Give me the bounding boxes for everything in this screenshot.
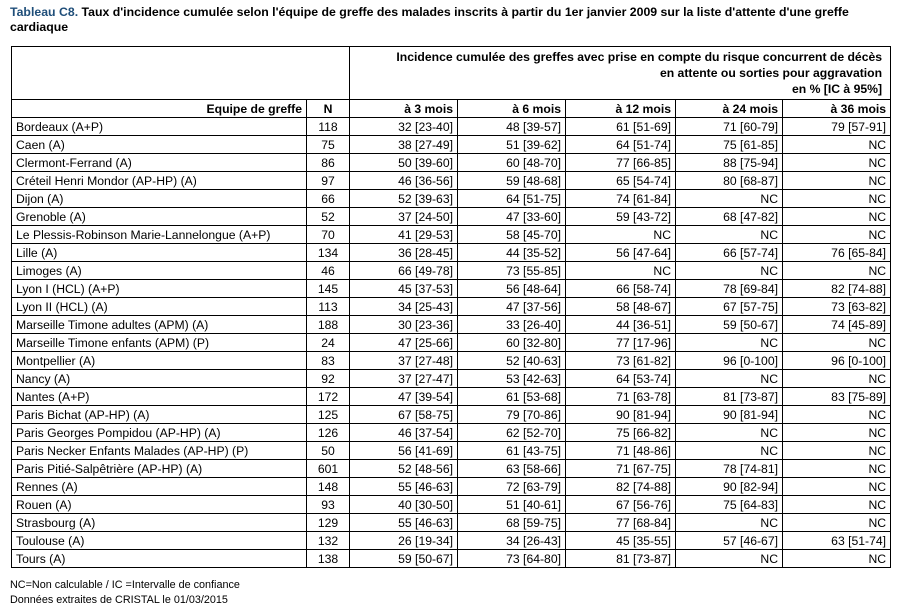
cell-36m: NC <box>783 154 891 172</box>
cell-6m: 68 [59-75] <box>458 514 566 532</box>
column-header-n: N <box>307 100 350 118</box>
cell-36m: NC <box>783 226 891 244</box>
cell-12m: 44 [36-51] <box>566 316 676 334</box>
table-row <box>12 334 891 352</box>
cell-3m: 37 [27-47] <box>350 370 458 388</box>
table-row <box>12 460 891 478</box>
group-header-line: en attente ou sorties pour aggravation <box>659 66 883 80</box>
cell-3m: 26 [19-34] <box>350 532 458 550</box>
cell-6m: 44 [35-52] <box>458 244 566 262</box>
cell-12m: 73 [61-82] <box>566 352 676 370</box>
cell-36m: 79 [57-91] <box>783 118 891 136</box>
cell-3m: 46 [37-54] <box>350 424 458 442</box>
cell-24m: 78 [74-81] <box>676 460 783 478</box>
table-row <box>12 442 891 460</box>
cell-3m: 55 [46-63] <box>350 478 458 496</box>
cell-36m: 76 [65-84] <box>783 244 891 262</box>
cell-n: 188 <box>307 316 350 334</box>
cell-n: 126 <box>307 424 350 442</box>
cell-n: 70 <box>307 226 350 244</box>
cell-team: Paris Bichat (AP-HP) (A) <box>12 406 307 424</box>
cell-12m: 65 [54-74] <box>566 172 676 190</box>
cell-24m: NC <box>676 370 783 388</box>
cell-36m: NC <box>783 190 891 208</box>
cell-n: 46 <box>307 262 350 280</box>
cell-12m: 64 [51-74] <box>566 136 676 154</box>
cell-3m: 52 [48-56] <box>350 460 458 478</box>
cell-3m: 52 [39-63] <box>350 190 458 208</box>
cell-36m: NC <box>783 136 891 154</box>
cell-12m: 82 [74-88] <box>566 478 676 496</box>
cell-24m: NC <box>676 424 783 442</box>
cell-team: Caen (A) <box>12 136 307 154</box>
cell-36m: 82 [74-88] <box>783 280 891 298</box>
cell-36m: NC <box>783 478 891 496</box>
cell-n: 113 <box>307 298 350 316</box>
table-row <box>12 406 891 424</box>
cell-36m: NC <box>783 172 891 190</box>
cell-12m: 59 [43-72] <box>566 208 676 226</box>
cell-3m: 38 [27-49] <box>350 136 458 154</box>
cell-3m: 37 [27-48] <box>350 352 458 370</box>
column-header-row <box>12 100 891 118</box>
cell-36m: NC <box>783 334 891 352</box>
cell-12m: 81 [73-87] <box>566 550 676 568</box>
footnote-legend: NC=Non calculable / IC =Intervalle de confiance <box>10 579 240 591</box>
cell-12m: 56 [47-64] <box>566 244 676 262</box>
cell-team: Lille (A) <box>12 244 307 262</box>
cell-6m: 51 [40-61] <box>458 496 566 514</box>
cell-team: Clermont-Ferrand (A) <box>12 154 307 172</box>
cell-6m: 33 [26-40] <box>458 316 566 334</box>
group-header-line: en % [IC à 95%] <box>791 82 883 96</box>
cell-team: Bordeaux (A+P) <box>12 118 307 136</box>
cell-team: Paris Necker Enfants Malades (AP-HP) (P) <box>12 442 307 460</box>
group-header-row <box>12 47 891 100</box>
table-row <box>12 190 891 208</box>
cell-12m: 45 [35-55] <box>566 532 676 550</box>
cell-team: Marseille Timone adultes (APM) (A) <box>12 316 307 334</box>
table-row <box>12 496 891 514</box>
cell-12m: 77 [68-84] <box>566 514 676 532</box>
cell-24m: 68 [47-82] <box>676 208 783 226</box>
cell-3m: 66 [49-78] <box>350 262 458 280</box>
table-row <box>12 208 891 226</box>
cell-n: 145 <box>307 280 350 298</box>
cell-24m: 80 [68-87] <box>676 172 783 190</box>
cell-36m: NC <box>783 406 891 424</box>
cell-n: 138 <box>307 550 350 568</box>
cell-n: 92 <box>307 370 350 388</box>
cell-3m: 32 [23-40] <box>350 118 458 136</box>
cell-6m: 51 [39-62] <box>458 136 566 154</box>
cell-6m: 53 [42-63] <box>458 370 566 388</box>
cell-24m: NC <box>676 190 783 208</box>
group-header <box>350 47 891 100</box>
cell-team: Tours (A) <box>12 550 307 568</box>
table-row <box>12 154 891 172</box>
cell-12m: 71 [63-78] <box>566 388 676 406</box>
table-row <box>12 316 891 334</box>
cell-6m: 61 [43-75] <box>458 442 566 460</box>
cell-team: Marseille Timone enfants (APM) (P) <box>12 334 307 352</box>
cell-12m: 90 [81-94] <box>566 406 676 424</box>
cell-6m: 73 [55-85] <box>458 262 566 280</box>
cell-36m: 74 [45-89] <box>783 316 891 334</box>
cell-24m: 59 [50-67] <box>676 316 783 334</box>
cell-team: Dijon (A) <box>12 190 307 208</box>
cell-n: 134 <box>307 244 350 262</box>
cell-3m: 36 [28-45] <box>350 244 458 262</box>
cell-n: 83 <box>307 352 350 370</box>
cell-12m: 71 [67-75] <box>566 460 676 478</box>
cell-3m: 45 [37-53] <box>350 280 458 298</box>
cell-n: 93 <box>307 496 350 514</box>
cell-12m: 74 [61-84] <box>566 190 676 208</box>
incidence-table <box>11 46 891 568</box>
cell-12m: 66 [58-74] <box>566 280 676 298</box>
table-row <box>12 478 891 496</box>
cell-3m: 30 [23-36] <box>350 316 458 334</box>
cell-24m: NC <box>676 550 783 568</box>
header-blank-cell <box>12 47 350 100</box>
cell-n: 75 <box>307 136 350 154</box>
cell-6m: 79 [70-86] <box>458 406 566 424</box>
cell-team: Rouen (A) <box>12 496 307 514</box>
column-header-3m: à 3 mois <box>350 100 458 118</box>
cell-6m: 60 [48-70] <box>458 154 566 172</box>
cell-n: 86 <box>307 154 350 172</box>
cell-6m: 47 [33-60] <box>458 208 566 226</box>
cell-team: Rennes (A) <box>12 478 307 496</box>
cell-6m: 61 [53-68] <box>458 388 566 406</box>
column-header-6m: à 6 mois <box>458 100 566 118</box>
cell-12m: 77 [66-85] <box>566 154 676 172</box>
cell-n: 172 <box>307 388 350 406</box>
cell-6m: 73 [64-80] <box>458 550 566 568</box>
cell-n: 118 <box>307 118 350 136</box>
cell-24m: 90 [82-94] <box>676 478 783 496</box>
cell-6m: 58 [45-70] <box>458 226 566 244</box>
cell-n: 132 <box>307 532 350 550</box>
cell-3m: 47 [39-54] <box>350 388 458 406</box>
cell-24m: 66 [57-74] <box>676 244 783 262</box>
cell-n: 125 <box>307 406 350 424</box>
cell-6m: 60 [32-80] <box>458 334 566 352</box>
table-row <box>12 118 891 136</box>
table-row <box>12 424 891 442</box>
table-row <box>12 514 891 532</box>
cell-36m: 83 [75-89] <box>783 388 891 406</box>
cell-n: 50 <box>307 442 350 460</box>
cell-n: 66 <box>307 190 350 208</box>
cell-24m: 78 [69-84] <box>676 280 783 298</box>
cell-6m: 62 [52-70] <box>458 424 566 442</box>
table-caption <box>10 5 894 35</box>
cell-36m: NC <box>783 550 891 568</box>
cell-6m: 64 [51-75] <box>458 190 566 208</box>
cell-n: 52 <box>307 208 350 226</box>
cell-n: 148 <box>307 478 350 496</box>
cell-3m: 67 [58-75] <box>350 406 458 424</box>
cell-24m: NC <box>676 262 783 280</box>
footnote-source: Données extraites de CRISTAL le 01/03/2015 <box>10 594 228 606</box>
cell-36m: NC <box>783 496 891 514</box>
cell-n: 24 <box>307 334 350 352</box>
cell-6m: 59 [48-68] <box>458 172 566 190</box>
cell-n: 601 <box>307 460 350 478</box>
cell-36m: NC <box>783 424 891 442</box>
cell-team: Nantes (A+P) <box>12 388 307 406</box>
cell-12m: NC <box>566 262 676 280</box>
cell-12m: 64 [53-74] <box>566 370 676 388</box>
cell-24m: 75 [64-83] <box>676 496 783 514</box>
cell-3m: 40 [30-50] <box>350 496 458 514</box>
cell-3m: 46 [36-56] <box>350 172 458 190</box>
cell-24m: 71 [60-79] <box>676 118 783 136</box>
table-row <box>12 262 891 280</box>
cell-team: Nancy (A) <box>12 370 307 388</box>
cell-6m: 34 [26-43] <box>458 532 566 550</box>
cell-3m: 50 [39-60] <box>350 154 458 172</box>
cell-n: 129 <box>307 514 350 532</box>
cell-team: Toulouse (A) <box>12 532 307 550</box>
cell-36m: 63 [51-74] <box>783 532 891 550</box>
table-row <box>12 172 891 190</box>
cell-6m: 63 [58-66] <box>458 460 566 478</box>
cell-team: Montpellier (A) <box>12 352 307 370</box>
cell-team: Strasbourg (A) <box>12 514 307 532</box>
cell-12m: NC <box>566 226 676 244</box>
table-row <box>12 226 891 244</box>
cell-3m: 59 [50-67] <box>350 550 458 568</box>
cell-24m: NC <box>676 514 783 532</box>
caption-tag: Tableau C8. <box>10 5 79 19</box>
cell-24m: NC <box>676 334 783 352</box>
cell-24m: 57 [46-67] <box>676 532 783 550</box>
cell-3m: 47 [25-66] <box>350 334 458 352</box>
table-row <box>12 388 891 406</box>
table-body <box>12 118 891 568</box>
cell-24m: 90 [81-94] <box>676 406 783 424</box>
cell-24m: 96 [0-100] <box>676 352 783 370</box>
caption-text: Taux d'incidence cumulée selon l'équipe de greffe des malades inscrits à partir du 1er janvier 2009 sur la liste d'attente d'une greffe cardiaque <box>10 5 849 34</box>
cell-12m: 67 [56-76] <box>566 496 676 514</box>
cell-24m: NC <box>676 442 783 460</box>
cell-3m: 56 [41-69] <box>350 442 458 460</box>
cell-36m: NC <box>783 262 891 280</box>
cell-12m: 77 [17-96] <box>566 334 676 352</box>
cell-24m: 67 [57-75] <box>676 298 783 316</box>
cell-6m: 47 [37-56] <box>458 298 566 316</box>
column-header-team: Equipe de greffe <box>12 100 307 118</box>
table-row <box>12 532 891 550</box>
cell-team: Le Plessis-Robinson Marie-Lannelongue (A+P) <box>12 226 307 244</box>
table-row <box>12 550 891 568</box>
cell-24m: 81 [73-87] <box>676 388 783 406</box>
table-row <box>12 136 891 154</box>
cell-24m: 75 [61-85] <box>676 136 783 154</box>
cell-36m: NC <box>783 514 891 532</box>
table-row <box>12 280 891 298</box>
cell-24m: NC <box>676 226 783 244</box>
cell-6m: 72 [63-79] <box>458 478 566 496</box>
cell-36m: NC <box>783 460 891 478</box>
cell-12m: 58 [48-67] <box>566 298 676 316</box>
cell-36m: 96 [0-100] <box>783 352 891 370</box>
cell-team: Paris Georges Pompidou (AP-HP) (A) <box>12 424 307 442</box>
cell-team: Limoges (A) <box>12 262 307 280</box>
table-row <box>12 298 891 316</box>
column-header-24m: à 24 mois <box>676 100 783 118</box>
table-row <box>12 352 891 370</box>
cell-36m: NC <box>783 442 891 460</box>
cell-24m: 88 [75-94] <box>676 154 783 172</box>
cell-6m: 56 [48-64] <box>458 280 566 298</box>
cell-12m: 71 [48-86] <box>566 442 676 460</box>
cell-n: 97 <box>307 172 350 190</box>
cell-3m: 41 [29-53] <box>350 226 458 244</box>
cell-team: Lyon I (HCL) (A+P) <box>12 280 307 298</box>
table-row <box>12 244 891 262</box>
column-header-12m: à 12 mois <box>566 100 676 118</box>
cell-36m: NC <box>783 370 891 388</box>
cell-12m: 61 [51-69] <box>566 118 676 136</box>
cell-team: Lyon II (HCL) (A) <box>12 298 307 316</box>
cell-team: Grenoble (A) <box>12 208 307 226</box>
cell-12m: 75 [66-82] <box>566 424 676 442</box>
cell-team: Paris Pitié-Salpêtrière (AP-HP) (A) <box>12 460 307 478</box>
group-header-line: Incidence cumulée des greffes avec prise en compte du risque concurrent de décès <box>396 50 883 64</box>
column-header-36m: à 36 mois <box>783 100 891 118</box>
cell-3m: 55 [46-63] <box>350 514 458 532</box>
cell-36m: NC <box>783 208 891 226</box>
cell-3m: 37 [24-50] <box>350 208 458 226</box>
cell-6m: 48 [39-57] <box>458 118 566 136</box>
cell-team: Créteil Henri Mondor (AP-HP) (A) <box>12 172 307 190</box>
cell-6m: 52 [40-63] <box>458 352 566 370</box>
cell-36m: 73 [63-82] <box>783 298 891 316</box>
cell-3m: 34 [25-43] <box>350 298 458 316</box>
table-row <box>12 370 891 388</box>
